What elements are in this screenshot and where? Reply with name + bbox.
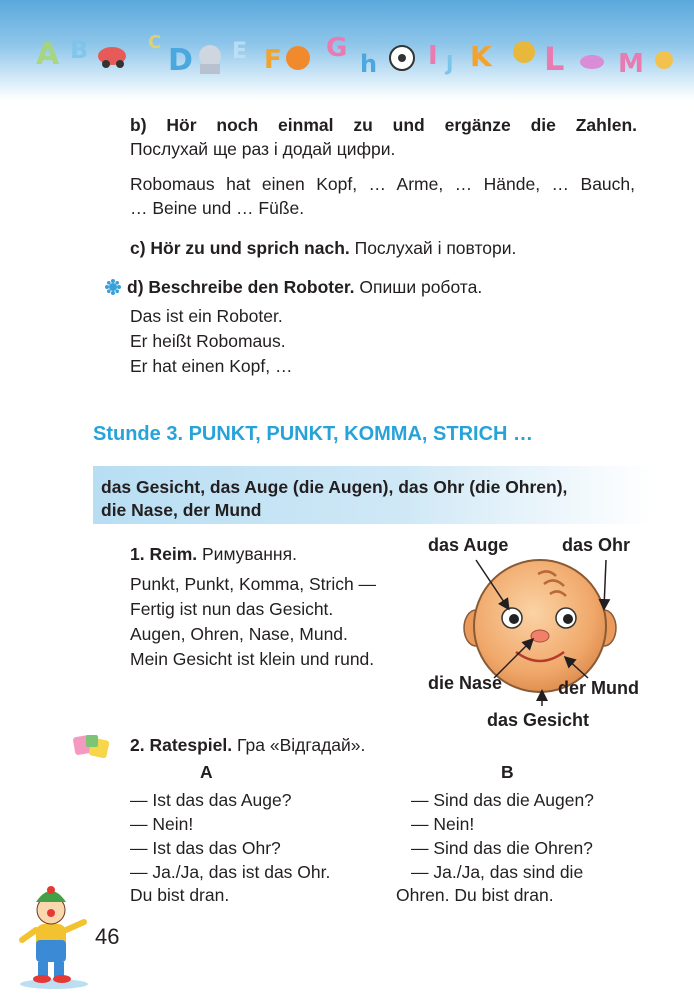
robot-toy-icon (199, 45, 221, 67)
label-auge: das Auge (428, 535, 509, 555)
vocabulary-line: die Nase, der Mund (101, 500, 262, 520)
banner-letter: M (618, 49, 644, 79)
exercise-2-title: 2. Ratespiel. (130, 735, 233, 755)
vocabulary-line: das Gesicht, das Auge (die Augen), das Ohr (die Ohren), (101, 477, 568, 497)
dialogue-a-line: — Nein! (130, 814, 194, 834)
banner-letter: B (70, 36, 89, 64)
banner-letter: D (168, 43, 193, 78)
banner-letter: J (446, 51, 454, 75)
page-number: 46 (95, 924, 120, 949)
clown-mascot-icon (14, 880, 98, 990)
banner-letter: A (36, 37, 60, 72)
banner-letter: G (326, 33, 348, 63)
dialogue-b-line: — Sind das die Augen? (411, 790, 594, 810)
exercise-b-translation: Послухай ще раз і додай цифри. (130, 139, 396, 159)
dialogue-b-line: — Ja./Ja, das sind die (411, 862, 584, 882)
exercise-d-line: Er hat einen Kopf, … (130, 356, 293, 376)
dialogue-b-line: Ohren. Du bist dran. (396, 885, 554, 905)
label-nase: die Nase (428, 673, 503, 693)
exercise-b-line: … Beine und … Füße. (130, 198, 305, 218)
exercise-c (130, 237, 516, 259)
candy-icon (580, 55, 604, 69)
exercise-d-line: Er heißt Robomaus. (130, 331, 286, 351)
star-bullet-icon (105, 279, 121, 295)
exercise-1-translation: Римування. (202, 544, 297, 564)
alphabet-banner (0, 0, 694, 100)
dialogue-b-line: — Nein! (411, 814, 475, 834)
exercise-d (127, 276, 482, 298)
exercise-b-title: b) Hör noch einmal zu und ergänze die Zahlen. (130, 115, 637, 135)
banner-letter: C (148, 32, 162, 53)
banner-letter: I (428, 41, 438, 71)
exercise-2 (130, 734, 365, 756)
dialogue-b-line: — Sind das die Ohren? (411, 838, 593, 858)
banner-letter: E (232, 39, 248, 64)
dialogue-a-line: Du bist dran. (130, 885, 230, 905)
exercise-d-translation: Опиши робота. (359, 277, 483, 297)
exercise-d-line: Das ist ein Roboter. (130, 306, 283, 326)
fox-icon (286, 46, 310, 70)
game-cubes-icon (72, 733, 112, 761)
exercise-1 (130, 543, 297, 565)
label-mund: der Mund (558, 678, 639, 698)
rhyme-line: Mein Gesicht ist klein und rund. (130, 649, 375, 669)
column-b-header: B (501, 762, 514, 782)
toy-icon (655, 51, 673, 69)
exercise-1-title: 1. Reim. (130, 544, 198, 564)
teddy-bear-icon (513, 41, 535, 63)
dialogue-a-line: — Ist das das Ohr? (130, 838, 281, 858)
dialogue-a-line: — Ist das das Auge? (130, 790, 292, 810)
exercise-d-title: d) Beschreibe den Roboter. (127, 277, 355, 297)
banner-letter: K (470, 40, 492, 73)
rhyme-line: Punkt, Punkt, Komma, Strich — (130, 574, 377, 594)
dialogue-a-line: — Ja./Ja, das ist das Ohr. (130, 862, 331, 882)
banner-letter: L (544, 40, 565, 78)
exercise-c-translation: Послухай і повтори. (354, 238, 517, 258)
face-illustration (420, 530, 680, 740)
exercise-c-title: c) Hör zu und sprich nach. (130, 238, 350, 258)
exercise-b-line: Robomaus hat einen Kopf, … Arme, … Hände, … Bauch, (130, 174, 635, 194)
label-gesicht: das Gesicht (487, 710, 590, 730)
rhyme-line: Augen, Ohren, Nase, Mund. (130, 624, 348, 644)
banner-letter: h (360, 50, 378, 78)
label-ohr: das Ohr (562, 535, 631, 555)
nose (531, 630, 549, 642)
rhyme-line: Fertig ist nun das Gesicht. (130, 599, 334, 619)
column-a-header: A (200, 762, 213, 782)
banner-letter: F (264, 45, 282, 75)
exercise-2-translation: Гра «Відгадай». (237, 735, 366, 755)
lesson-heading: Stunde 3. PUNKT, PUNKT, KOMMA, STRICH … (93, 423, 534, 445)
